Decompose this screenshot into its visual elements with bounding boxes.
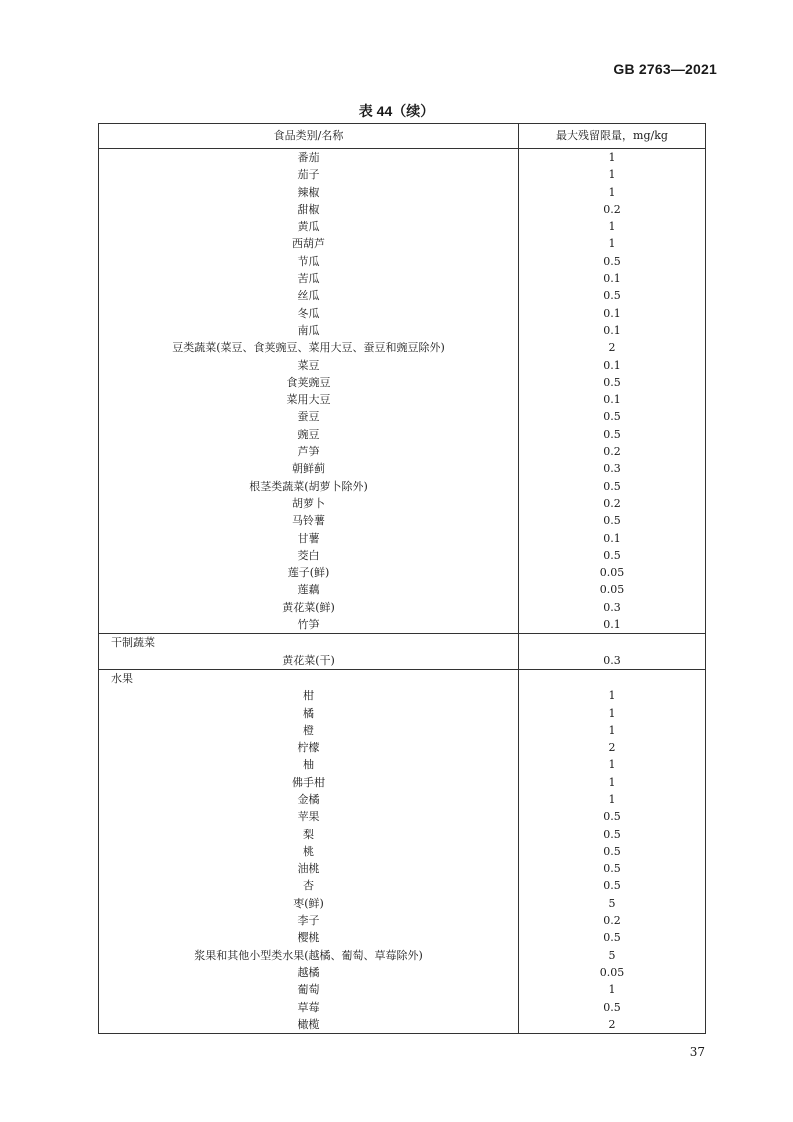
table-row: [99, 705, 705, 722]
max-residue-cell: 0.3: [603, 653, 621, 667]
max-residue-cell: 0.5: [603, 254, 621, 268]
residue-limit-table: [98, 123, 706, 1034]
max-residue-cell: 0.5: [603, 931, 621, 945]
food-name-cell: 食荚豌豆: [99, 374, 519, 391]
category-row: [99, 669, 705, 687]
max-residue-cell: 5: [608, 896, 616, 910]
max-residue-cell: 0.1: [603, 531, 621, 545]
table-row: [99, 478, 705, 495]
food-name-cell: 菜用大豆: [99, 391, 519, 408]
max-residue-cell: 0.5: [603, 862, 621, 876]
table-row: [99, 235, 705, 252]
max-residue-cell: 1: [608, 758, 616, 772]
table-row: [99, 391, 705, 408]
table-row: [99, 999, 705, 1016]
table-row: [99, 964, 705, 981]
table-row: [99, 374, 705, 391]
table-row: [99, 1016, 705, 1033]
max-residue-cell: 0.5: [603, 427, 621, 441]
food-name-cell: 枣(鲜): [99, 895, 519, 912]
category-row: [99, 633, 705, 651]
food-name-cell: 辣椒: [99, 184, 519, 201]
table-title: 表 44（续）: [358, 103, 435, 119]
category-label: 水果: [99, 670, 519, 687]
max-residue-cell: 0.1: [603, 272, 621, 286]
table-row: [99, 270, 705, 287]
max-residue-cell: 0.2: [603, 496, 621, 510]
max-residue-cell: 1: [608, 220, 616, 234]
table-row: [99, 843, 705, 860]
table-row: [99, 443, 705, 460]
table-row: [99, 808, 705, 825]
table-header: [99, 124, 705, 149]
table-row: [99, 877, 705, 894]
food-name-cell: 竹笋: [99, 616, 519, 633]
max-residue-cell: 0.2: [603, 445, 621, 459]
table-row: [99, 652, 705, 669]
food-name-cell: 葡萄: [99, 981, 519, 998]
table-row: [99, 616, 705, 633]
max-residue-cell: 1: [608, 168, 616, 182]
max-residue-cell: 1: [608, 689, 616, 703]
food-name-cell: 金橘: [99, 791, 519, 808]
food-name-cell: 柑: [99, 687, 519, 704]
max-residue-cell: 0.5: [603, 1000, 621, 1014]
food-name-cell: 黄瓜: [99, 218, 519, 235]
table-row: [99, 722, 705, 739]
table-row: [99, 512, 705, 529]
table-row: [99, 201, 705, 218]
table-row: [99, 791, 705, 808]
food-name-cell: 甘薯: [99, 530, 519, 547]
table-row: [99, 149, 705, 166]
max-residue-cell: 1: [608, 983, 616, 997]
max-residue-cell: 0.5: [603, 879, 621, 893]
table-row: [99, 599, 705, 616]
food-name-cell: 草莓: [99, 999, 519, 1016]
food-name-cell: 番茄: [99, 149, 519, 166]
food-name-cell: 橄榄: [99, 1016, 519, 1033]
max-residue-cell: 1: [608, 706, 616, 720]
max-residue-cell: 0.1: [603, 323, 621, 337]
max-residue-cell: 0.5: [603, 289, 621, 303]
table-body: [99, 149, 705, 1033]
table-row: [99, 322, 705, 339]
table-row: [99, 547, 705, 564]
column-header-food-name: 食品类别/名称: [99, 124, 519, 148]
food-name-cell: 节瓜: [99, 253, 519, 270]
max-residue-cell: 1: [608, 237, 616, 251]
food-name-cell: 桃: [99, 843, 519, 860]
food-name-cell: 南瓜: [99, 322, 519, 339]
table-row: [99, 581, 705, 598]
table-row: [99, 756, 705, 773]
table-row: [99, 408, 705, 425]
max-residue-cell: 0.2: [603, 914, 621, 928]
table-row: [99, 739, 705, 756]
max-residue-cell: 0.5: [603, 810, 621, 824]
table-row: [99, 981, 705, 998]
table-row: [99, 495, 705, 512]
max-residue-cell: 1: [608, 792, 616, 806]
food-name-cell: 芦笋: [99, 443, 519, 460]
max-residue-cell: 0.1: [603, 393, 621, 407]
food-name-cell: 黄花菜(干): [99, 652, 519, 669]
max-residue-cell: 1: [608, 775, 616, 789]
table-row: [99, 426, 705, 443]
column-header-max-residue: 最大残留限量，mg/kg: [556, 129, 668, 142]
food-name-cell: 油桃: [99, 860, 519, 877]
max-residue-cell: 0.5: [603, 827, 621, 841]
max-residue-cell: 1: [608, 151, 616, 164]
table-row: [99, 564, 705, 581]
category-value-empty: [519, 670, 705, 687]
food-name-cell: 樱桃: [99, 929, 519, 946]
max-residue-cell: 0.5: [603, 548, 621, 562]
max-residue-cell: 2: [608, 341, 616, 355]
table-row: [99, 357, 705, 374]
table-row: [99, 929, 705, 946]
max-residue-cell: 0.05: [599, 583, 625, 597]
food-name-cell: 甜椒: [99, 201, 519, 218]
food-name-cell: 茭白: [99, 547, 519, 564]
category-value-empty: [519, 634, 705, 651]
food-name-cell: 胡萝卜: [99, 495, 519, 512]
food-name-cell: 莲子(鲜): [99, 564, 519, 581]
food-name-cell: 豆类蔬菜(菜豆、食荚豌豆、菜用大豆、蚕豆和豌豆除外): [99, 339, 519, 356]
food-name-cell: 李子: [99, 912, 519, 929]
food-name-cell: 冬瓜: [99, 305, 519, 322]
food-name-cell: 黄花菜(鲜): [99, 599, 519, 616]
food-name-cell: 西葫芦: [99, 235, 519, 252]
food-name-cell: 橘: [99, 705, 519, 722]
max-residue-cell: 0.5: [603, 514, 621, 528]
max-residue-cell: 0.5: [603, 410, 621, 424]
food-name-cell: 丝瓜: [99, 287, 519, 304]
table-row: [99, 218, 705, 235]
table-row: [99, 287, 705, 304]
max-residue-cell: 0.05: [599, 965, 625, 979]
max-residue-cell: 0.2: [603, 202, 621, 216]
food-name-cell: 越橘: [99, 964, 519, 981]
max-residue-cell: 2: [608, 741, 616, 755]
max-residue-cell: 0.3: [603, 600, 621, 614]
food-name-cell: 朝鲜蓟: [99, 460, 519, 477]
table-row: [99, 912, 705, 929]
food-name-cell: 佛手柑: [99, 774, 519, 791]
max-residue-cell: 0.3: [603, 462, 621, 476]
food-name-cell: 根茎类蔬菜(胡萝卜除外): [99, 478, 519, 495]
table-row: [99, 184, 705, 201]
max-residue-cell: 0.1: [603, 358, 621, 372]
table-row: [99, 460, 705, 477]
table-row: [99, 305, 705, 322]
max-residue-cell: 0.5: [603, 479, 621, 493]
food-name-cell: 苦瓜: [99, 270, 519, 287]
table-row: [99, 774, 705, 791]
max-residue-cell: 1: [608, 185, 616, 199]
max-residue-cell: 0.5: [603, 375, 621, 389]
max-residue-cell: 5: [608, 948, 616, 962]
food-name-cell: 梨: [99, 826, 519, 843]
food-name-cell: 苹果: [99, 808, 519, 825]
food-name-cell: 浆果和其他小型类水果(越橘、葡萄、草莓除外): [99, 947, 519, 964]
table-row: [99, 530, 705, 547]
table-row: [99, 826, 705, 843]
page-number: 37: [689, 1045, 705, 1059]
food-name-cell: 橙: [99, 722, 519, 739]
table-row: [99, 895, 705, 912]
food-name-cell: 柚: [99, 756, 519, 773]
table-row: [99, 860, 705, 877]
table-row: [99, 339, 705, 356]
standard-code: GB 2763—2021: [613, 61, 717, 77]
food-name-cell: 莲藕: [99, 581, 519, 598]
food-name-cell: 菜豆: [99, 357, 519, 374]
category-label: 干制蔬菜: [99, 634, 519, 651]
food-name-cell: 蚕豆: [99, 408, 519, 425]
max-residue-cell: 0.1: [603, 618, 621, 632]
food-name-cell: 杏: [99, 877, 519, 894]
table-row: [99, 687, 705, 704]
max-residue-cell: 1: [608, 723, 616, 737]
food-name-cell: 茄子: [99, 166, 519, 183]
max-residue-cell: 0.05: [599, 566, 625, 580]
max-residue-cell: 0.1: [603, 306, 621, 320]
food-name-cell: 柠檬: [99, 739, 519, 756]
max-residue-cell: 2: [608, 1017, 616, 1031]
table-row: [99, 166, 705, 183]
food-name-cell: 马铃薯: [99, 512, 519, 529]
table-row: [99, 947, 705, 964]
food-name-cell: 豌豆: [99, 426, 519, 443]
max-residue-cell: 0.5: [603, 844, 621, 858]
table-row: [99, 253, 705, 270]
